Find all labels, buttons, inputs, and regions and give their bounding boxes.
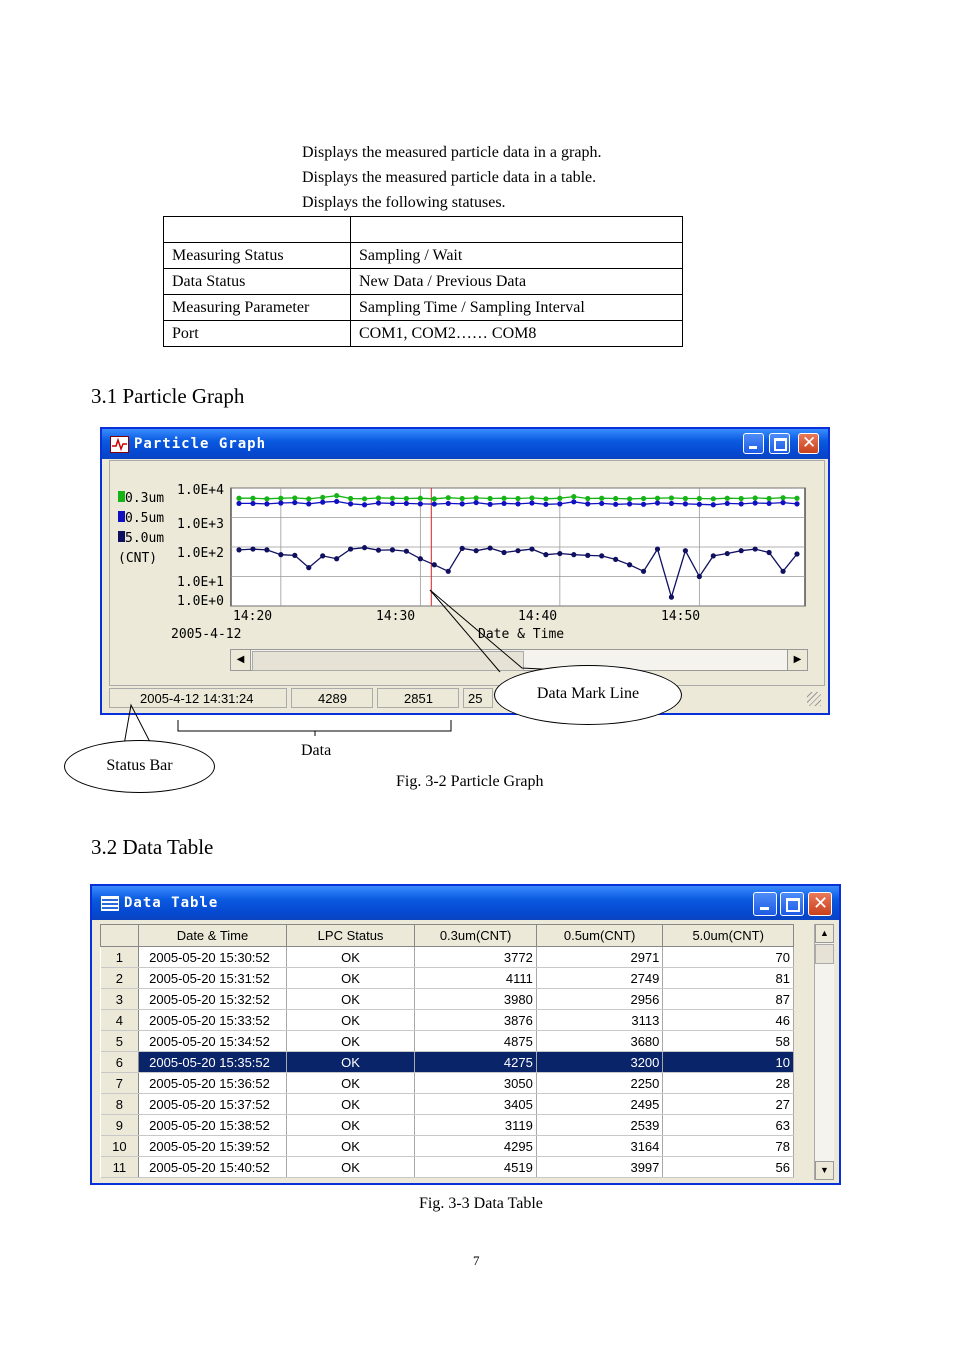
close-icon: ✕: [813, 893, 829, 914]
vertical-scrollbar[interactable]: [814, 924, 834, 1180]
status-5.0um: 25: [463, 688, 493, 708]
status-values-cell: New Data / Previous Data: [351, 269, 683, 295]
row-number: 11: [101, 1157, 139, 1178]
table-cell: 4111: [415, 968, 537, 989]
table-row[interactable]: [101, 1010, 794, 1031]
legend-unit: (CNT): [118, 551, 158, 566]
table-row[interactable]: [101, 1136, 794, 1157]
table-cell: OK: [286, 1073, 415, 1094]
table-cell: 3050: [415, 1073, 537, 1094]
table-cell: OK: [286, 968, 415, 989]
row-number: 7: [101, 1073, 139, 1094]
scroll-right-icon[interactable]: ▶: [787, 650, 807, 670]
table-cell: OK: [286, 947, 415, 968]
status-values-cell: Sampling Time / Sampling Interval: [351, 295, 683, 321]
intro-line-table: Displays the measured particle data in a table.: [302, 169, 597, 186]
window-title: Particle Graph: [134, 436, 267, 452]
column-header[interactable]: 5.0um(CNT): [663, 925, 794, 947]
table-cell: 10: [663, 1052, 794, 1073]
table-row[interactable]: [101, 1073, 794, 1094]
table-cell: OK: [286, 1031, 415, 1052]
table-cell: OK: [286, 1115, 415, 1136]
data-grid: [100, 924, 794, 1178]
table-cell: 3405: [415, 1094, 537, 1115]
close-button[interactable]: [808, 892, 832, 916]
table-row[interactable]: [101, 1094, 794, 1115]
window-title: Data Table: [124, 895, 219, 911]
table-cell: 3119: [415, 1115, 537, 1136]
table-cell: 3876: [415, 1010, 537, 1031]
maximize-icon: [786, 898, 800, 912]
column-header[interactable]: 0.5um(CNT): [536, 925, 663, 947]
table-cell: 78: [663, 1136, 794, 1157]
scroll-up-icon[interactable]: ▲: [815, 924, 834, 943]
table-cell: OK: [286, 989, 415, 1010]
row-number: 6: [101, 1052, 139, 1073]
y-tick: 1.0E+4: [177, 483, 224, 498]
table-cell: 4295: [415, 1136, 537, 1157]
maximize-button[interactable]: [780, 892, 804, 916]
table-cell: 2956: [536, 989, 663, 1010]
intro-line-graph: Displays the measured particle data in a graph.: [302, 144, 602, 161]
table-cell: 3164: [536, 1136, 663, 1157]
table-cell: 4275: [415, 1052, 537, 1073]
page-number: 7: [473, 1253, 480, 1268]
y-tick: 1.0E+3: [177, 517, 224, 532]
row-number: 8: [101, 1094, 139, 1115]
section-heading-particle-graph: 3.1 Particle Graph: [91, 384, 245, 408]
table-cell: 2005-05-20 15:31:52: [139, 968, 287, 989]
row-number: 10: [101, 1136, 139, 1157]
table-cell: 2495: [536, 1094, 663, 1115]
title-bar[interactable]: [92, 886, 839, 920]
y-tick: 1.0E+1: [177, 575, 224, 590]
table-cell: 2005-05-20 15:35:52: [139, 1052, 287, 1073]
status-name-cell: Measuring Status: [164, 243, 351, 269]
x-tick: 14:30: [376, 609, 416, 624]
y-tick: 1.0E+2: [177, 546, 224, 561]
status-values-cell: COM1, COM2…… COM8: [351, 321, 683, 347]
scroll-down-icon[interactable]: ▼: [815, 1161, 834, 1180]
table-cell: 28: [663, 1073, 794, 1094]
data-table-window: [90, 884, 841, 1185]
table-cell: 58: [663, 1031, 794, 1052]
table-cell: 2005-05-20 15:33:52: [139, 1010, 287, 1031]
table-row[interactable]: [101, 947, 794, 968]
status-name-cell: Measuring Parameter: [164, 295, 351, 321]
table-row[interactable]: [101, 1052, 794, 1073]
table-cell: OK: [286, 1010, 415, 1031]
status-values-cell: Sampling / Wait: [351, 243, 683, 269]
table-cell: OK: [286, 1094, 415, 1115]
status-name-cell: Data Status: [164, 269, 351, 295]
column-header[interactable]: [101, 925, 139, 947]
minimize-icon: [760, 907, 769, 910]
legend-item-0.3um: 0.3um: [118, 489, 164, 509]
scroll-left-icon[interactable]: ◀: [231, 650, 251, 670]
table-cell: 2005-05-20 15:36:52: [139, 1073, 287, 1094]
table-cell: 3200: [536, 1052, 663, 1073]
scroll-thumb[interactable]: [815, 944, 834, 964]
table-cell: 3113: [536, 1010, 663, 1031]
table-cell: 2005-05-20 15:37:52: [139, 1094, 287, 1115]
row-number: 1: [101, 947, 139, 968]
table-cell: 2005-05-20 15:34:52: [139, 1031, 287, 1052]
table-cell: 2749: [536, 968, 663, 989]
callout-status-bar: Status Bar: [64, 740, 215, 793]
status-0.5um: 2851: [377, 688, 459, 708]
table-cell: 87: [663, 989, 794, 1010]
table-cell: 3997: [536, 1157, 663, 1178]
table-cell: 3772: [415, 947, 537, 968]
intro-line-status: Displays the following statuses.: [302, 194, 506, 211]
callout-data: Data: [301, 742, 332, 759]
legend-item-5.0um: 5.0um: [118, 529, 164, 549]
column-header[interactable]: 0.3um(CNT): [415, 925, 537, 947]
table-cell: 2250: [536, 1073, 663, 1094]
status-0.3um: 4289: [291, 688, 373, 708]
x-tick: 14:20: [233, 609, 273, 624]
table-cell: 3980: [415, 989, 537, 1010]
figure-caption-graph: Fig. 3-2 Particle Graph: [396, 773, 544, 790]
table-cell: 4519: [415, 1157, 537, 1178]
y-tick: 1.0E+0: [177, 594, 224, 609]
table-cell: 56: [663, 1157, 794, 1178]
close-icon: ✕: [802, 433, 817, 453]
status-datetime: 2005-4-12 14:31:24: [109, 688, 287, 708]
row-number: 9: [101, 1115, 139, 1136]
table-cell: OK: [286, 1052, 415, 1073]
table-cell: OK: [286, 1136, 415, 1157]
figure-caption-table: Fig. 3-3 Data Table: [419, 1195, 543, 1212]
row-number: 2: [101, 968, 139, 989]
table-cell: 2971: [536, 947, 663, 968]
x-tick: 14:40: [518, 609, 558, 624]
table-app-icon: [101, 896, 119, 911]
table-cell: 70: [663, 947, 794, 968]
table-cell: 3680: [536, 1031, 663, 1052]
table-cell: 27: [663, 1094, 794, 1115]
row-number: 3: [101, 989, 139, 1010]
column-header[interactable]: LPC Status: [286, 925, 415, 947]
table-cell: 46: [663, 1010, 794, 1031]
status-name-cell: Port: [164, 321, 351, 347]
x-axis-label: Date & Time: [478, 627, 565, 642]
table-row[interactable]: [101, 1031, 794, 1052]
minimize-button[interactable]: [753, 892, 777, 916]
table-cell: 2005-05-20 15:40:52: [139, 1157, 287, 1178]
date-label: 2005-4-12: [171, 627, 242, 642]
table-cell: OK: [286, 1157, 415, 1178]
column-header[interactable]: Date & Time: [139, 925, 287, 947]
table-cell: 4875: [415, 1031, 537, 1052]
table-cell: 63: [663, 1115, 794, 1136]
table-cell: 2005-05-20 15:39:52: [139, 1136, 287, 1157]
callout-data-mark-line: Data Mark Line: [494, 665, 682, 725]
table-cell: 2005-05-20 15:38:52: [139, 1115, 287, 1136]
table-row[interactable]: [101, 968, 794, 989]
table-row[interactable]: [101, 1115, 794, 1136]
table-cell: 2005-05-20 15:32:52: [139, 989, 287, 1010]
table-row[interactable]: [101, 989, 794, 1010]
legend-item-0.5um: 0.5um: [118, 509, 164, 529]
x-tick: 14:50: [661, 609, 701, 624]
section-heading-data-table: 3.2 Data Table: [91, 835, 214, 859]
table-cell: 2539: [536, 1115, 663, 1136]
table-row[interactable]: [101, 1157, 794, 1178]
table-cell: 81: [663, 968, 794, 989]
table-cell: 2005-05-20 15:30:52: [139, 947, 287, 968]
row-number: 5: [101, 1031, 139, 1052]
row-number: 4: [101, 1010, 139, 1031]
